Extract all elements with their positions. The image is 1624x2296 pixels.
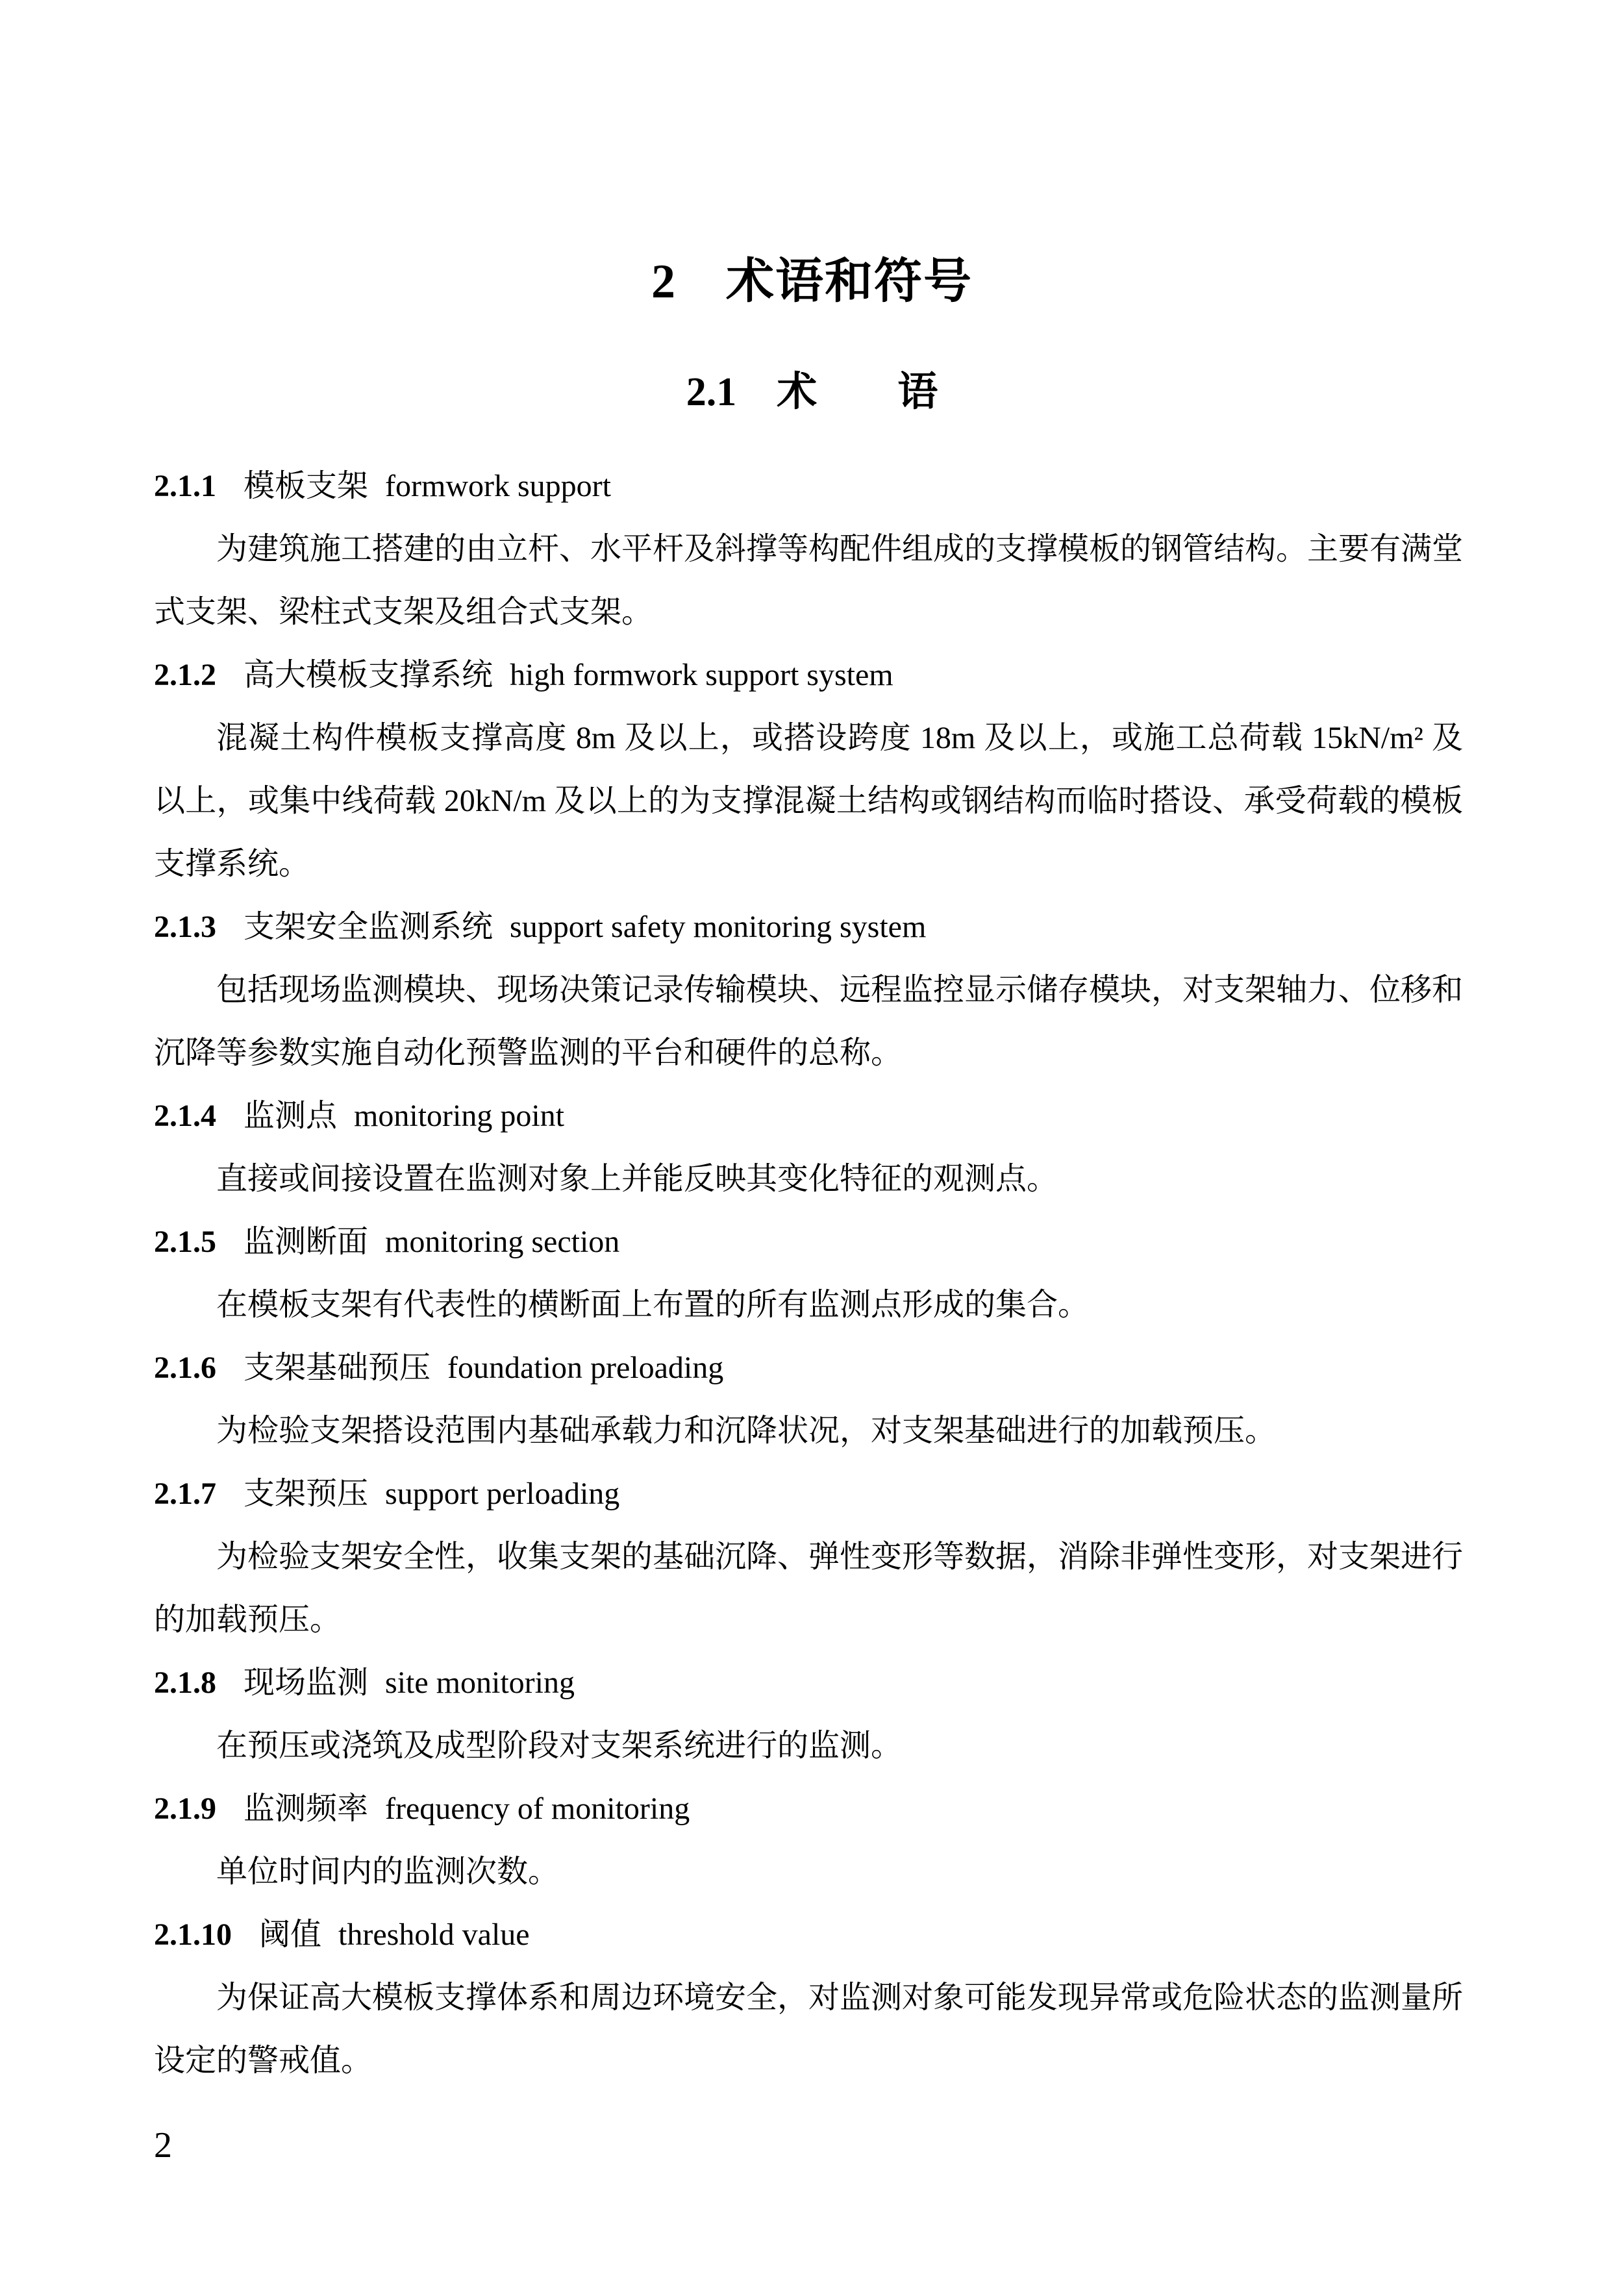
term-name-cn: 支架预压 — [244, 1477, 369, 1511]
term-section — [154, 1462, 1463, 1651]
term-heading — [154, 1336, 1463, 1399]
term-name-en: foundation preloading — [447, 1351, 724, 1385]
term-heading — [154, 643, 1463, 706]
term-number: 2.1.9 — [154, 1791, 216, 1826]
term-heading — [154, 455, 1463, 518]
term-number: 2.1.8 — [154, 1666, 216, 1700]
term-definition: 为检验支架搭设范围内基础承载力和沉降状况，对支架基础进行的加载预压。 — [216, 1414, 1277, 1448]
term-name-cn: 高大模板支撑系统 — [244, 658, 493, 692]
term-heading — [154, 895, 1463, 958]
term-name-en: frequency of monitoring — [385, 1791, 690, 1826]
term-section — [154, 1210, 1463, 1336]
term-section — [154, 1084, 1463, 1210]
term-name-cn: 模板支架 — [244, 469, 369, 503]
term-section — [154, 1903, 1463, 2092]
term-name-en: monitoring section — [385, 1225, 620, 1259]
term-name-cn: 支架安全监测系统 — [244, 910, 493, 944]
term-name-cn: 监测断面 — [244, 1225, 369, 1259]
term-name-en: threshold value — [338, 1917, 530, 1952]
term-name-en: support perloading — [385, 1477, 620, 1511]
term-heading — [154, 1210, 1463, 1273]
term-section — [154, 643, 1463, 895]
term-heading — [154, 1903, 1463, 1966]
term-number: 2.1.6 — [154, 1351, 216, 1385]
term-name-en: site monitoring — [385, 1666, 575, 1700]
term-name-cn: 现场监测 — [244, 1666, 369, 1700]
chapter-title: 2 术语和符号 — [651, 255, 973, 308]
term-definition: 直接或间接设置在监测对象上并能反映其变化特征的观测点。 — [216, 1162, 1058, 1196]
term-heading — [154, 1084, 1463, 1147]
term-name-cn: 阈值 — [259, 1917, 322, 1952]
term-section — [154, 895, 1463, 1084]
term-number: 2.1.1 — [154, 469, 216, 503]
term-name-en: formwork support — [385, 469, 611, 503]
term-name-en: monitoring point — [354, 1099, 565, 1133]
term-number: 2.1.4 — [154, 1099, 216, 1133]
term-name-cn: 支架基础预压 — [244, 1351, 431, 1385]
term-section — [154, 1651, 1463, 1777]
terms-list — [154, 455, 1463, 2092]
term-section — [154, 1777, 1463, 1903]
term-name-cn: 监测频率 — [244, 1791, 369, 1826]
term-definition: 包括现场监测模块、现场决策记录传输模块、远程监控显示储存模块，对支架轴力、位移和沉降等参数实施自动化预警监测的平台和硬件的总称。 — [154, 973, 1464, 1070]
term-definition: 单位时间内的监测次数。 — [216, 1854, 560, 1889]
term-name-en: support safety monitoring system — [510, 910, 927, 944]
term-number: 2.1.3 — [154, 910, 216, 944]
term-definition: 在预压或浇筑及成型阶段对支架系统进行的监测。 — [216, 1728, 903, 1763]
term-heading — [154, 1462, 1463, 1525]
term-section — [154, 1336, 1463, 1462]
term-name-cn: 监测点 — [244, 1099, 338, 1133]
term-definition: 为检验支架安全性，收集支架的基础沉降、弹性变形等数据，消除非弹性变形，对支架进行的加载预压。 — [154, 1540, 1464, 1637]
term-name-en: high formwork support system — [510, 658, 893, 692]
section-title: 2.1 术 语 — [686, 370, 938, 414]
term-definition: 在模板支架有代表性的横断面上布置的所有监测点形成的集合。 — [216, 1288, 1090, 1322]
term-number: 2.1.10 — [154, 1917, 232, 1952]
term-number: 2.1.5 — [154, 1225, 216, 1259]
term-heading — [154, 1651, 1463, 1714]
page-number: 2 — [154, 2125, 172, 2165]
term-definition: 为建筑施工搭建的由立杆、水平杆及斜撑等构配件组成的支撑模板的钢管结构。主要有满堂式支架、梁柱式支架及组合式支架。 — [154, 532, 1464, 629]
term-heading — [154, 1777, 1463, 1840]
term-definition: 为保证高大模板支撑体系和周边环境安全，对监测对象可能发现异常或危险状态的监测量所设定的警戒值。 — [154, 1980, 1464, 2078]
term-number: 2.1.2 — [154, 658, 216, 692]
term-number: 2.1.7 — [154, 1477, 216, 1511]
term-definition: 混凝土构件模板支撑高度 8m 及以上，或搭设跨度 18m 及以上，或施工总荷载 15kN/m² 及以上，或集中线荷载 20kN/m 及以上的为支撑混凝土结构或钢结构而临时搭设、承受荷载的模板支撑系统。 — [154, 721, 1463, 881]
term-section — [154, 455, 1463, 643]
